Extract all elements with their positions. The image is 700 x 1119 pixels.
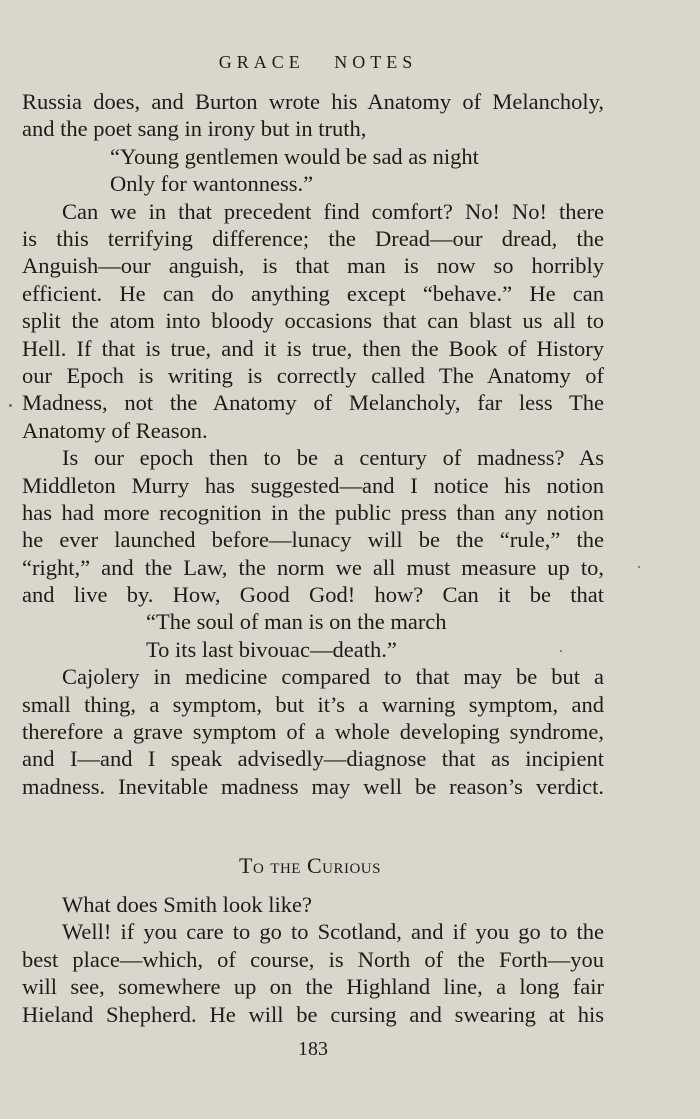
text-line: therefore a grave symptom of a whole developing syndrome, <box>22 719 604 745</box>
text-line: Anguish—our anguish, is that man is now so horribly <box>22 253 604 279</box>
body-text <box>22 88 604 800</box>
text-line: best place—which, of course, is North of the Forth—you <box>22 946 604 972</box>
text-line: will see, somewhere up on the Highland line, a long fair <box>22 974 604 1000</box>
text-line: Is our epoch then to be a century of madness? As <box>62 445 604 471</box>
text-line: has had more recognition in the public press than any notion <box>22 499 604 525</box>
text-line: small thing, a symptom, but it’s a warning symptom, and <box>22 691 604 717</box>
section-text <box>22 891 604 1028</box>
verse-line: “Young gentlemen would be sad as night <box>110 143 479 169</box>
verse-line: To its last bivouac—death.” <box>146 636 397 662</box>
text-line: and live by. How, Good God! how? Can it be that <box>22 582 604 608</box>
section-heading: To the Curious <box>239 853 381 878</box>
text-line: Russia does, and Burton wrote his Anatomy of Melancholy, <box>22 89 604 114</box>
text-line: Madness, not the Anatomy of Melancholy, far less The <box>22 390 604 416</box>
text-line: Hell. If that is true, and it is true, then the Book of History <box>22 335 604 361</box>
text-line: he ever launched before—lunacy will be the “rule,” the <box>22 527 604 553</box>
paper-speck <box>638 566 640 568</box>
running-head: GRACE NOTES <box>218 52 418 72</box>
text-line: Hieland Shepherd. He will be cursing and swearing at his <box>22 1001 604 1027</box>
text-line: efficient. He can do anything except “behave.” He can <box>22 280 604 306</box>
text-line: and I—and I speak advisedly—diagnose that as incipient <box>22 746 604 772</box>
text-line: What does Smith look like? <box>62 892 312 917</box>
page-number: 183 <box>298 1038 328 1060</box>
paper-speck <box>9 404 12 407</box>
text-line: “right,” and the Law, the norm we all must measure up to, <box>22 554 604 580</box>
text-line: madness. Inevitable madness may well be reason’s verdict. <box>22 773 604 799</box>
text-line: split the atom into bloody occasions that can blast us all to <box>22 308 604 334</box>
verse-line: Only for wantonness.” <box>110 171 314 197</box>
text-line: Cajolery in medicine compared to that may be but a <box>62 664 604 690</box>
text-line: Anatomy of Reason. <box>22 417 208 443</box>
text-line: Well! if you care to go to Scotland, and if you go to the <box>62 919 604 945</box>
paper-speck <box>560 650 562 652</box>
verse-line: “The soul of man is on the march <box>146 609 447 635</box>
text-line: our Epoch is writing is correctly called The Anatomy of <box>22 362 604 388</box>
text-line: Can we in that precedent find comfort? No! No! there <box>62 198 604 224</box>
text-line: Middleton Murry has suggested—and I notice his notion <box>22 472 604 498</box>
text-line: is this terrifying difference; the Dread—our dread, the <box>22 226 604 251</box>
text-line: and the poet sang in irony but in truth, <box>22 116 367 142</box>
